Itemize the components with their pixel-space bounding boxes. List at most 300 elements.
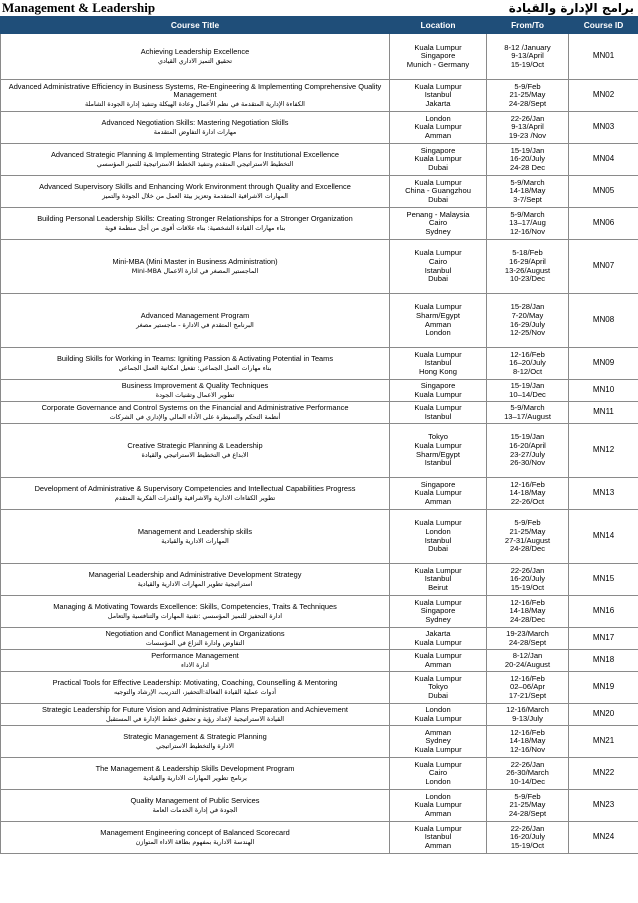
location-item: Penang - Malaysia	[406, 209, 470, 219]
date-range-item: 15-28/Jan	[510, 302, 545, 312]
date-range-item: 26-30/Nov	[509, 458, 546, 468]
course-title-ar: التفاوض وادارة النزاع في المؤسسات	[145, 638, 245, 647]
location-cell	[390, 424, 487, 478]
date-range-item: 16-20/July	[509, 832, 546, 842]
page-title: Management & Leadership	[2, 0, 156, 15]
date-range-item: 15-19/Oct	[510, 59, 545, 69]
location-item: Dubai	[428, 194, 448, 204]
course-title-cell	[1, 176, 390, 208]
location-item: Sydney	[425, 226, 451, 236]
location-item: Kuala Lumpur	[414, 248, 462, 258]
location-item: Istanbul	[424, 358, 452, 368]
location-item: China - Guangzhou	[405, 186, 471, 196]
course-title-en: Advanced Management Program	[140, 310, 250, 320]
location-item: Istanbul	[424, 265, 452, 275]
location-item: Kuala Lumpur	[414, 565, 462, 575]
date-range-item: 15-19/Jan	[510, 145, 545, 155]
course-title-ar: الهندسة الادارية بمفهوم بطاقة الاداء المتوازن	[135, 837, 255, 846]
location-cell	[390, 822, 487, 854]
date-range-item: 14-18/May	[509, 186, 546, 196]
date-range-item: 10-23/Dec	[509, 274, 546, 284]
course-title-en: Corporate Governance and Control Systems on the Financial and Administrative Performance	[41, 402, 349, 412]
date-range-item: 5-9/March	[510, 209, 545, 219]
column-header-from-to[interactable]: From/To	[487, 17, 569, 34]
course-title-cell	[1, 704, 390, 726]
table-row	[1, 112, 638, 144]
date-range-item: 26-30/March	[506, 768, 549, 778]
location-cell	[390, 564, 487, 596]
location-item: Kuala Lumpur	[414, 302, 462, 312]
course-id-cell: MN09	[569, 348, 638, 380]
location-item: Sharm/Egypt	[416, 310, 460, 320]
table-row	[1, 564, 638, 596]
course-title-ar: الادارة والتخطيط الاستراتيجي	[156, 741, 234, 750]
course-table	[0, 16, 638, 854]
course-title-cell	[1, 790, 390, 822]
course-title-en: Practical Tools for Effective Leadership: Motivating, Coaching, Counselling & Mentoring	[52, 677, 338, 687]
date-range-cell	[487, 240, 569, 294]
course-title-cell	[1, 564, 390, 596]
location-item: Munich - Germany	[406, 59, 470, 69]
date-range-cell	[487, 564, 569, 596]
course-id-cell: MN15	[569, 564, 638, 596]
course-title-ar: بناء مهارات العمل الجماعي: تفعيل امكانية العمل الجماعي	[118, 363, 272, 372]
location-item: Jakarta	[425, 98, 451, 108]
course-id-cell: MN05	[569, 176, 638, 208]
course-title-ar: المهارات الادارية والقيادية	[161, 536, 229, 545]
date-range-item: 16-20/July	[509, 154, 546, 164]
date-range-item: 14-18/May	[509, 606, 546, 616]
course-title-cell	[1, 478, 390, 510]
date-range-item: 7-20/May	[511, 310, 544, 320]
date-range-item: 22-26/Jan	[510, 565, 545, 575]
location-cell	[390, 758, 487, 790]
table-row	[1, 294, 638, 348]
date-range-item: 23-27/July	[509, 449, 546, 459]
date-range-cell	[487, 208, 569, 240]
date-range-item: 15-19/Oct	[510, 840, 545, 850]
course-title-cell	[1, 628, 390, 650]
location-item: Kuala Lumpur	[414, 759, 462, 769]
location-item: Amman	[424, 808, 452, 818]
table-row	[1, 34, 638, 80]
date-range-item: 15-19/Jan	[510, 380, 545, 390]
date-range-item: 27-31/August	[504, 535, 551, 545]
date-range-item: 24-28/Sept	[508, 808, 547, 818]
date-range-item: 19-23 /Nov	[508, 130, 547, 140]
course-title-en: The Management & Leadership Skills Development Program	[95, 763, 295, 773]
table-row	[1, 510, 638, 564]
table-row	[1, 240, 638, 294]
course-title-cell	[1, 380, 390, 402]
location-cell	[390, 294, 487, 348]
course-title-cell	[1, 726, 390, 758]
location-item: Kuala Lumpur	[414, 800, 462, 810]
location-item: Hong Kong	[419, 366, 457, 376]
location-item: Amman	[424, 840, 452, 850]
course-title-ar: أنظمة التحكم والسيطرة على الأداء المالي والإداري في الشركات	[109, 412, 281, 421]
location-cell	[390, 628, 487, 650]
location-item: Istanbul	[424, 832, 452, 842]
location-item: Amman	[424, 319, 452, 329]
course-title-ar: تطوير الكفاءات الادارية والاشرافية والقدرات الفكرية المتقدم	[114, 493, 276, 502]
location-item: Sharm/Egypt	[416, 449, 460, 459]
course-title-en: Business Improvement & Quality Techniques	[121, 380, 269, 390]
course-id-cell: MN21	[569, 726, 638, 758]
column-header-course-id[interactable]: Course ID	[569, 17, 638, 34]
location-cell	[390, 380, 487, 402]
course-title-en: Quality Management of Public Services	[130, 795, 260, 805]
date-range-item: 21-25/May	[509, 526, 546, 536]
location-item: Singapore	[420, 51, 456, 61]
location-cell	[390, 144, 487, 176]
location-cell	[390, 348, 487, 380]
location-cell	[390, 672, 487, 704]
course-id-cell: MN07	[569, 240, 638, 294]
location-item: Singapore	[420, 606, 456, 616]
location-item: Singapore	[420, 145, 456, 155]
course-title-cell	[1, 348, 390, 380]
location-item: Kuala Lumpur	[414, 154, 462, 164]
date-range-item: 13–17/Aug	[509, 218, 546, 228]
location-cell	[390, 478, 487, 510]
location-item: Jakarta	[425, 628, 451, 638]
date-range-item: 8-12 /January	[504, 42, 551, 52]
course-title-ar: أدوات عملية القيادة الفعالة:التحفيز، التدريب، الإرشاد والتوجيه	[114, 687, 276, 696]
course-id-cell: MN04	[569, 144, 638, 176]
course-id-cell: MN20	[569, 704, 638, 726]
location-item: Kuala Lumpur	[414, 177, 462, 187]
course-id-cell: MN10	[569, 380, 638, 402]
date-range-cell	[487, 380, 569, 402]
date-range-cell	[487, 478, 569, 510]
date-range-item: 3-7/Sept	[513, 194, 542, 204]
course-title-cell	[1, 80, 390, 112]
table-row	[1, 704, 638, 726]
location-item: Istanbul	[424, 458, 452, 468]
date-range-item: 10-14/Dec	[509, 776, 546, 786]
course-id-cell: MN16	[569, 596, 638, 628]
date-range-item: 12-25/Nov	[509, 328, 546, 338]
date-range-item: 22-26/Oct	[510, 496, 545, 506]
date-range-item: 13-26/August	[504, 265, 551, 275]
course-title-ar: مهارات ادارة التفاوض المتقدمة	[153, 127, 237, 136]
location-cell	[390, 34, 487, 80]
date-range-cell	[487, 144, 569, 176]
date-range-item: 9-13/April	[511, 51, 544, 61]
course-title-ar: تطوير الاعمال وتقنيات الجودة	[155, 390, 235, 399]
course-title-en: Mini-MBA (Mini Master in Business Administration)	[112, 256, 278, 266]
date-range-cell	[487, 758, 569, 790]
date-range-cell	[487, 596, 569, 628]
date-range-cell	[487, 348, 569, 380]
location-item: Amman	[424, 130, 452, 140]
table-row	[1, 176, 638, 208]
location-item: Kuala Lumpur	[414, 122, 462, 132]
location-item: Amman	[424, 496, 452, 506]
date-range-item: 9-13/April	[511, 122, 544, 132]
column-header-location[interactable]: Location	[390, 17, 487, 34]
date-range-item: 5-18/Feb	[512, 248, 543, 258]
date-range-item: 5-9/Feb	[514, 518, 541, 528]
date-range-cell	[487, 704, 569, 726]
table-row	[1, 380, 638, 402]
location-item: Kuala Lumpur	[414, 744, 462, 754]
date-range-item: 8-12/Jan	[512, 650, 543, 660]
course-title-cell	[1, 144, 390, 176]
course-title-en: Advanced Negotiation Skills: Mastering Negotiation Skills	[101, 117, 289, 127]
course-title-en: Managerial Leadership and Administrative Development Strategy	[88, 569, 302, 579]
course-title-en: Strategic Management & Strategic Planning	[123, 731, 267, 741]
date-range-cell	[487, 822, 569, 854]
location-cell	[390, 402, 487, 424]
location-item: London	[425, 526, 451, 536]
course-id-cell: MN19	[569, 672, 638, 704]
date-range-item: 12-16/March	[506, 704, 549, 714]
course-id-cell: MN02	[569, 80, 638, 112]
date-range-cell	[487, 650, 569, 672]
date-range-cell	[487, 790, 569, 822]
date-range-item: 12-16/Feb	[510, 727, 545, 737]
table-row	[1, 822, 638, 854]
date-range-item: 5-9/March	[510, 177, 545, 187]
date-range-cell	[487, 80, 569, 112]
course-id-cell: MN14	[569, 510, 638, 564]
date-range-cell	[487, 424, 569, 478]
date-range-item: 5-9/Feb	[514, 81, 541, 91]
location-cell	[390, 80, 487, 112]
location-item: Cairo	[428, 218, 448, 228]
date-range-item: 24-28/Dec	[509, 614, 546, 624]
course-title-en: Building Personal Leadership Skills: Creating Stronger Relationships for a Stronger Organization	[37, 213, 353, 223]
location-item: Kuala Lumpur	[414, 673, 462, 683]
date-range-cell	[487, 628, 569, 650]
location-item: Kuala Lumpur	[414, 518, 462, 528]
course-title-en: Advanced Supervisory Skills and Enhancing Work Environment through Quality and Excellence	[39, 181, 351, 191]
location-item: Istanbul	[424, 535, 452, 545]
course-title-ar: بناء مهارات القيادة الشخصية: بناء علاقات أقوى من أجل منظمة قوية	[104, 223, 286, 232]
course-title-en: Development of Administrative & Supervisory Competencies and Intellectual Capabilities Progress	[34, 483, 356, 493]
course-title-en: Advanced Administrative Efficiency in Business Systems, Re-Engineering & Implementing Comprehensive Quality Management	[8, 81, 382, 100]
date-range-item: 13–17/August	[504, 411, 551, 421]
course-title-cell	[1, 240, 390, 294]
table-row	[1, 424, 638, 478]
location-item: Kuala Lumpur	[414, 81, 462, 91]
course-title-cell	[1, 510, 390, 564]
table-row	[1, 790, 638, 822]
date-range-item: 10–14/Dec	[509, 389, 546, 399]
location-cell	[390, 704, 487, 726]
location-item: London	[425, 328, 451, 338]
course-id-cell: MN22	[569, 758, 638, 790]
date-range-item: 22-26/Jan	[510, 113, 545, 123]
location-item: Sydney	[425, 736, 451, 746]
course-title-cell	[1, 424, 390, 478]
course-id-cell: MN11	[569, 402, 638, 424]
date-range-cell	[487, 402, 569, 424]
column-header-course-title[interactable]: Course Title	[1, 17, 390, 34]
date-range-item: 20-24/August	[504, 659, 551, 669]
location-cell	[390, 650, 487, 672]
location-item: Kuala Lumpur	[414, 597, 462, 607]
location-cell	[390, 208, 487, 240]
date-range-item: 15-19/Oct	[510, 582, 545, 592]
course-title-cell	[1, 112, 390, 144]
date-range-cell	[487, 294, 569, 348]
table-row	[1, 478, 638, 510]
course-title-ar: استراتيجية تطوير المهارات الادارية والقيادية	[137, 579, 253, 588]
page-header	[0, 0, 638, 16]
location-item: Singapore	[420, 380, 456, 390]
course-title-ar: التخطيط الاستراتيجي المتقدم وتنفيذ الخطط الاستراتيجية للتميز المؤسسي	[96, 159, 294, 168]
table-row	[1, 208, 638, 240]
date-range-item: 19-23/March	[506, 628, 549, 638]
course-title-en: Performance Management	[151, 650, 239, 660]
date-range-cell	[487, 726, 569, 758]
course-title-ar: ادارة الاداء	[181, 660, 209, 669]
course-id-cell: MN03	[569, 112, 638, 144]
location-item: Dubai	[428, 544, 448, 554]
table-header-row	[1, 17, 638, 34]
table-row	[1, 402, 638, 424]
date-range-item: 5-9/March	[510, 402, 545, 412]
location-item: Beirut	[428, 582, 448, 592]
date-range-item: 21-25/May	[509, 90, 546, 100]
location-item: Amman	[424, 727, 452, 737]
course-title-en: Management Engineering concept of Balanced Scorecard	[100, 827, 290, 837]
location-item: London	[425, 791, 451, 801]
course-title-ar: القيادة الاستراتيجية لإعداد رؤية و تحقيق خطط الإدارة في المستقبل	[106, 714, 284, 723]
location-item: Kuala Lumpur	[414, 713, 462, 723]
course-title-ar: البرنامج المتقدم في الادارة - ماجستير مصغر	[136, 320, 254, 329]
location-item: Kuala Lumpur	[414, 637, 462, 647]
location-item: London	[425, 776, 451, 786]
course-title-cell	[1, 822, 390, 854]
date-range-item: 16-20/April	[509, 440, 546, 450]
course-title-cell	[1, 650, 390, 672]
course-title-ar: الابداع في التخطيط الاستراتيجي والقيادة	[141, 450, 249, 459]
course-id-cell: MN01	[569, 34, 638, 80]
date-range-item: 22-26/Jan	[510, 823, 545, 833]
date-range-item: 12-16/Feb	[510, 349, 545, 359]
date-range-item: 14-18/May	[509, 488, 546, 498]
date-range-item: 24-28/Sept	[508, 637, 547, 647]
table-row	[1, 672, 638, 704]
course-title-en: Managing & Motivating Towards Excellence: Skills, Competencies, Traits & Techniques	[53, 601, 337, 611]
table-row	[1, 758, 638, 790]
location-cell	[390, 596, 487, 628]
date-range-cell	[487, 672, 569, 704]
location-item: London	[425, 704, 451, 714]
date-range-item: 16-29/April	[509, 256, 546, 266]
date-range-item: 15-19/Jan	[510, 432, 545, 442]
date-range-item: 12-16/Feb	[510, 479, 545, 489]
date-range-item: 21-25/May	[509, 800, 546, 810]
course-title-cell	[1, 672, 390, 704]
course-title-cell	[1, 294, 390, 348]
course-title-ar: الماجستير المصغر في ادارة الاعمال Mini-MBA	[131, 266, 259, 275]
date-range-cell	[487, 176, 569, 208]
course-title-en: Management and Leadership skills	[137, 526, 253, 536]
date-range-item: 14-18/May	[509, 736, 546, 746]
table-row	[1, 596, 638, 628]
course-title-cell	[1, 596, 390, 628]
course-title-en: Building Skills for Working in Teams: Igniting Passion & Activating Potential in Teams	[56, 353, 334, 363]
course-title-en: Negotiation and Conflict Management in Organizations	[105, 628, 285, 638]
course-id-cell: MN12	[569, 424, 638, 478]
course-title-cell	[1, 402, 390, 424]
date-range-item: 02–06/Apr	[509, 682, 546, 692]
location-item: Kuala Lumpur	[414, 650, 462, 660]
date-range-item: 24-28/Sept	[508, 98, 547, 108]
location-item: Cairo	[428, 768, 448, 778]
date-range-item: 12-16/Nov	[509, 226, 546, 236]
location-item: Dubai	[428, 690, 448, 700]
date-range-item: 24-28/Dec	[509, 544, 546, 554]
date-range-item: 24-28 Dec	[509, 162, 546, 172]
date-range-item: 12-16/Feb	[510, 597, 545, 607]
course-id-cell: MN08	[569, 294, 638, 348]
location-cell	[390, 112, 487, 144]
table-row	[1, 348, 638, 380]
course-title-en: Strategic Leadership for Future Vision and Administrative Plans Preparation and Achievement	[42, 704, 348, 714]
course-id-cell: MN18	[569, 650, 638, 672]
location-item: Singapore	[420, 479, 456, 489]
course-title-ar: الجودة في إدارة الخدمات العامة	[152, 805, 238, 814]
course-title-cell	[1, 34, 390, 80]
table-row	[1, 650, 638, 672]
location-item: Tokyo	[428, 432, 448, 442]
course-title-en: Achieving Leadership Excellence	[140, 46, 250, 56]
table-row	[1, 80, 638, 112]
date-range-item: 9-13/July	[512, 713, 543, 723]
course-title-ar: المهارات الاشرافية المتقدمة وتعزيز بيئة العمل من خلال الجودة والتميز	[102, 191, 288, 200]
table-row	[1, 144, 638, 176]
location-item: Istanbul	[424, 411, 452, 421]
location-item: Cairo	[428, 256, 448, 266]
location-item: Kuala Lumpur	[414, 349, 462, 359]
course-id-cell: MN17	[569, 628, 638, 650]
course-title-ar: ادارة التحفيز للتميز المؤسسي :تقنية المهارات والتنافسية والتعامل	[107, 611, 283, 620]
course-title-cell	[1, 758, 390, 790]
date-range-item: 16-29/July	[509, 319, 546, 329]
location-item: Dubai	[428, 274, 448, 284]
date-range-cell	[487, 510, 569, 564]
date-range-item: 17-21/Sept	[508, 690, 547, 700]
course-title-ar: تحقيق التميز الاداري القيادي	[157, 56, 233, 65]
date-range-item: 12-16/Nov	[509, 744, 546, 754]
course-title-ar: الكفاءة الإدارية المتقدمة في نظم الأعمال وعادة الهيكلة وتنفيذ إدارة الجودة الشاملة	[85, 99, 305, 108]
date-range-item: 22-26/Jan	[510, 759, 545, 769]
location-cell	[390, 726, 487, 758]
location-item: Dubai	[428, 162, 448, 172]
location-item: Kuala Lumpur	[414, 402, 462, 412]
location-cell	[390, 790, 487, 822]
location-item: Kuala Lumpur	[414, 823, 462, 833]
location-item: Tokyo	[428, 682, 448, 692]
date-range-item: 12-16/Feb	[510, 673, 545, 683]
course-table-body	[1, 34, 638, 854]
date-range-item: 5-9/Feb	[514, 791, 541, 801]
location-item: Amman	[424, 659, 452, 669]
location-item: Kuala Lumpur	[414, 488, 462, 498]
location-item: Sydney	[425, 614, 451, 624]
table-row	[1, 628, 638, 650]
location-cell	[390, 240, 487, 294]
location-item: Istanbul	[424, 90, 452, 100]
date-range-item: 16-20/July	[509, 574, 546, 584]
page-title-arabic: برامج الإدارة والقيادة	[508, 1, 634, 15]
